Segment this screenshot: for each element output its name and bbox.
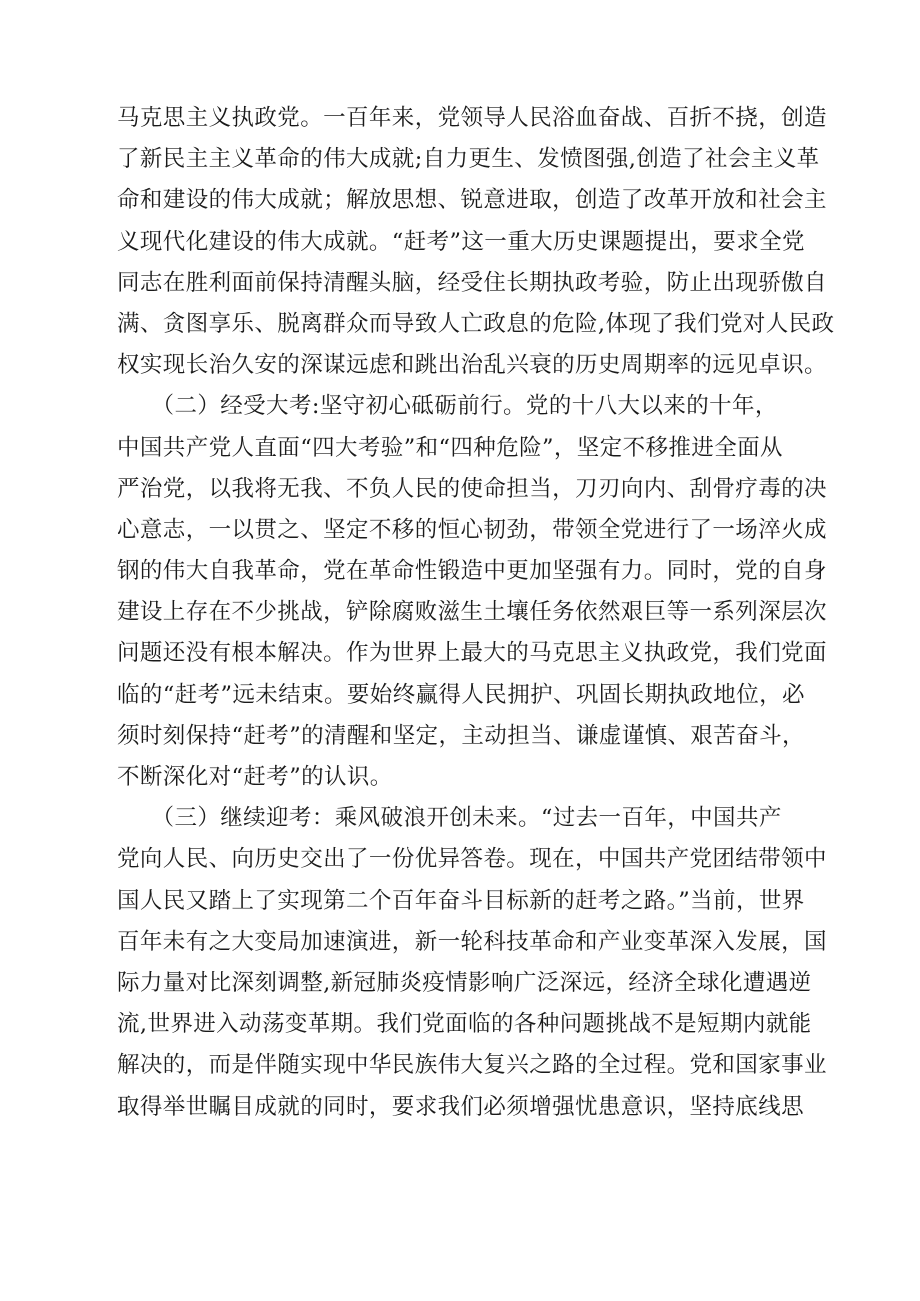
text-line: 满、贪图享乐、脱离群众而导致人亡政息的危险,体现了我们党对人民政	[117, 310, 835, 337]
section-heading-line: （三）继续迎考：乘风破浪开创未来。“过去一百年，中国共产	[117, 805, 782, 832]
text-line: 须时刻保持“赶考”的清醒和坚定，主动担当、谦虚谨慎、艰苦奋斗，	[117, 722, 805, 749]
text-line: 心意志，一以贯之、坚定不移的恒心韧劲，带领全党进行了一场淬火成	[117, 516, 827, 543]
body-text	[117, 98, 835, 1128]
text-line: 命和建设的伟大成就；解放思想、锐意进取，创造了改革开放和社会主	[117, 187, 827, 214]
text-line: 国人民又踏上了实现第二个百年奋斗目标新的赶考之路。”当前，世界	[117, 887, 805, 914]
text-line: 钢的伟大自我革命，党在革命性锻造中更加坚强有力。同时，党的自身	[117, 558, 827, 585]
text-line: 取得举世瞩目成就的同时，要求我们必须增强忧患意识，坚持底线思	[117, 1093, 805, 1120]
text-line: 际力量对比深刻调整,新冠肺炎疫情影响广泛深远，经济全球化遭遇逆	[117, 969, 812, 996]
text-line: 问题还没有根本解决。作为世界上最大的马克思主义执政党，我们党面	[117, 640, 827, 667]
text-line: 建设上存在不少挑战，铲除腐败滋生土壤任务依然艰巨等一系列深层次	[117, 599, 827, 626]
text-line: 了新民主主义革命的伟大成就;自力更生、发愤图强,创造了社会主义革	[117, 146, 820, 173]
text-line: 同志在胜利面前保持清醒头脑，经受住长期执政考验，防止出现骄傲自	[117, 269, 827, 296]
section-heading-line: （二）经受大考:坚守初心砥砺前行。党的十八大以来的十年，	[117, 393, 778, 420]
text-line: 解决的，而是伴随实现中华民族伟大复兴之路的全过程。党和国家事业	[117, 1052, 827, 1079]
text-line: 党向人民、向历史交出了一份优异答卷。现在，中国共产党团结带领中	[117, 846, 827, 873]
text-line: 义现代化建设的伟大成就。“赶考”这一重大历史课题提出，要求全党	[117, 228, 805, 255]
text-line: 临的“赶考”远未结束。要始终赢得人民拥护、巩固长期执政地位，必	[117, 681, 805, 708]
text-line: 严治党，以我将无我、不负人民的使命担当，刀刃向内、刮骨疗毒的决	[117, 475, 827, 502]
text-line: 权实现长治久安的深谋远虑和跳出治乱兴衰的历史周期率的远见卓识。	[117, 352, 827, 379]
text-line: 不断深化对“赶考”的认识。	[117, 764, 393, 790]
text-line: 百年未有之大变局加速演进，新一轮科技革命和产业变革深入发展，国	[117, 928, 827, 955]
text-line: 中国共产党人直面“四大考验”和“四种危险”，坚定不移推进全面从	[117, 434, 783, 461]
text-line: 马克思主义执政党。一百年来，党领导人民浴血奋战、百折不挠，创造	[117, 105, 827, 131]
text-line: 流,世界进入动荡变革期。我们党面临的各种问题挑战不是短期内就能	[117, 1011, 812, 1038]
